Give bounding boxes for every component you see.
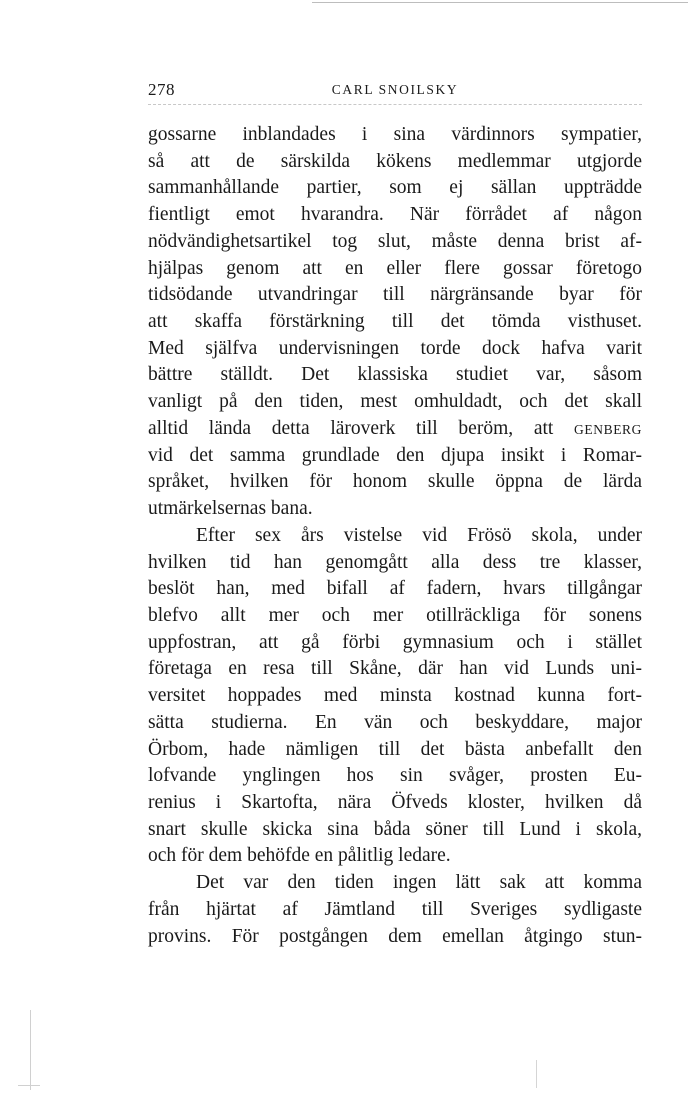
text-line: uppfostran, att gå förbi gymnasium och i stället (148, 631, 642, 653)
paragraph-start-line: Det var den tiden ingen lätt sak att komma (196, 872, 642, 894)
text-line: nödvändighetsartikel tog slut, måste denna brist af- (148, 230, 642, 252)
text-line: versitet hoppades med minsta kostnad kunna fort- (148, 685, 642, 707)
top-edge-rule (312, 2, 688, 3)
paragraph-start-line: Efter sex års vistelse vid Frösö skola, under (196, 524, 642, 546)
header-rule (148, 104, 642, 105)
paragraph-end-line: utmärkelsernas bana. (148, 498, 313, 520)
text-line: hvilken tid han genomgått alla dess tre klasser, (148, 551, 642, 573)
paragraph-end-line: och för dem behöfde en pålitlig ledare. (148, 845, 451, 867)
text-line-with-name (148, 416, 642, 443)
text-line: beslöt han, med bifall af fadern, hvars tillgångar (148, 578, 642, 600)
text-line: lofvande ynglingen hos sin svåger, prosten Eu- (148, 765, 642, 787)
text-line: blefvo allt mer och mer otillräckliga för sonens (148, 604, 642, 626)
running-title: CARL SNOILSKY (331, 82, 459, 97)
text-line: vid det samma grundlade den djupa insikt i Romar- (148, 444, 642, 466)
page-number: 278 (148, 80, 175, 99)
margin-mark (30, 1010, 31, 1090)
margin-mark (536, 1060, 537, 1088)
text-line: hjälpas genom att en eller flere gossar företogo (148, 257, 642, 279)
body-text (148, 122, 642, 950)
text-line: så att de särskilda kökens medlemmar utgjorde (148, 150, 642, 172)
text-line: företaga en resa till Skåne, där han vid Lunds uni- (148, 658, 642, 680)
text-line: Med själfva undervisningen torde dock hafva varit (148, 337, 642, 359)
text-line: fientligt emot hvarandra. När förrådet af någon (148, 204, 642, 226)
text-fragment: alltid lända detta läroverk till beröm, att (148, 417, 554, 439)
text-line: provins. För postgången dem emellan åtgingo stun- (148, 925, 642, 947)
text-line: Örbom, hade nämligen till det bästa anbefallt den (148, 738, 642, 760)
running-head (148, 80, 642, 102)
margin-mark (18, 1085, 40, 1086)
text-line: från hjärtat af Jämtland till Sveriges sydligaste (148, 898, 642, 920)
text-line: gossarne inblandades i sina värdinnors sympatier, (148, 124, 642, 145)
text-line: vanligt på den tiden, mest omhuldadt, och det skall (148, 391, 642, 413)
text-line: språket, hvilken för honom skulle öppna de lärda (148, 471, 642, 493)
text-line: bättre ställdt. Det klassiska studiet var, såsom (148, 364, 642, 386)
text-line: tidsödande utvandringar till närgränsande byar för (148, 284, 642, 306)
text-line: sammanhållande partier, som ej sällan uppträdde (148, 177, 642, 199)
text-line: att skaffa förstärkning till det tömda visthuset. (148, 311, 642, 333)
text-line: snart skulle skicka sina båda söner till Lund i skola, (148, 818, 642, 840)
text-line: sätta studierna. En vän och beskyddare, major (148, 711, 642, 733)
smallcaps-name: GENBERG (574, 421, 642, 437)
text-line: renius i Skartofta, nära Öfveds kloster, hvilken då (148, 791, 642, 813)
